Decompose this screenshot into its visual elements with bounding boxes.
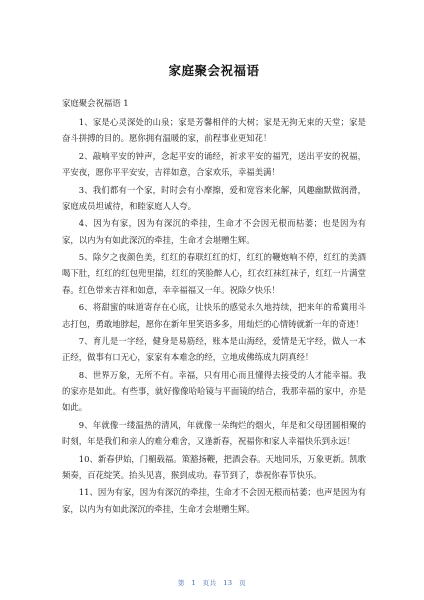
page-footer [0,578,424,587]
footer-label-ye: 页 [239,579,247,587]
paragraph-6: 6、将甜蜜的味道寄存在心底，让快乐的感觉永久地持续，把来年的希冀用斗志打包，勇敢地脖起，愿你在新年里笑语多多，用灿烂的心情铸就新一年的奇迹！ [62,302,366,329]
footer-current-page: 1 [191,579,197,587]
paragraph-11: 11、因为有家，因为有深沉的牵挂，生命才不会因无根而枯萎；也声是因为有家，以内为有如此深沉的牵挂，生命才会堪赠生辉。 [62,487,366,514]
paragraph-5: 5、除夕之夜颜色美，红红的春联红红的灯，红红的鞭炮响不停，红红的美酒喝下肚，红红的红包兜里揣，红红的笑脸醉人心，红衣红袜红袜子，红红一片满堂春。红色带来吉祥和如意，幸幸福福又一年。祝除夕快乐！ [62,252,366,295]
paragraph-2: 2、敲响平安的钟声，念起平安的诵经，祈求平安的福咒，送出平安的祝福，平安夜，愿你平平安安，吉祥如意，合家欢乐，幸福美满！ [62,150,366,178]
paragraph-3: 3、我们都有一个家，时时会有小摩擦，爱和宽容来化解，风趣幽默做润滑，家庭成员坦诚待，和睦家庭人人夸。 [62,184,366,211]
footer-total-pages: 13 [223,579,233,587]
paragraph-8: 8、世界万象，无所不有。幸福，只有用心而且懂得去接受的人才能幸福。我的家亦是如此。有些事，就好像像哈哈镜与平面镜的结合，我那幸福的家中，亦是如此。 [62,369,366,413]
paragraph-7: 7、育儿是一字经，健身是易筋经，账本是山海经，爱情是无字经，做人一本正经，做事有口无心，家家有本难念的经，立地成佛练成九阴真经！ [62,335,366,363]
paragraph-9: 9、年就像一缕温热的清风，年就像一朵绚烂的烟火，年是和父母团圆相聚的时刻，年是我们和亲人的难分难舍，又逢新春，祝福你和家人幸福快乐到永远！ [62,419,366,447]
document-title: 家庭聚会祝福语 [168,63,260,78]
footer-label-ye-gong: 页共 [202,579,217,587]
document-subtitle: 家庭聚会祝福语 1 [62,98,129,108]
footer-label-di: 第 [177,579,185,587]
paragraph-10: 10、新春伊始，门楣载福。策豁扬鞭，把酒会春。天地同乐，万象更新。凯歌频奏，百花绽笑。抬头见喜，猴到成功。春节到了，恭祝你春节快乐。 [62,453,366,480]
paragraph-4: 4、因为有家，因为有深沉的牵挂，生命才不会因无根而枯萎；也是因为有家，以内为有如此深沉的牵挂，生命才会堪赠生辉。 [62,218,366,245]
paragraph-1: 1、家是心灵深处的山泉；家是芳馨相伴的大树；家是无拘无束的天堂；家是奋斗拼搏的目的。愿你拥有温暖的家，前程事业更知花！ [62,117,366,144]
